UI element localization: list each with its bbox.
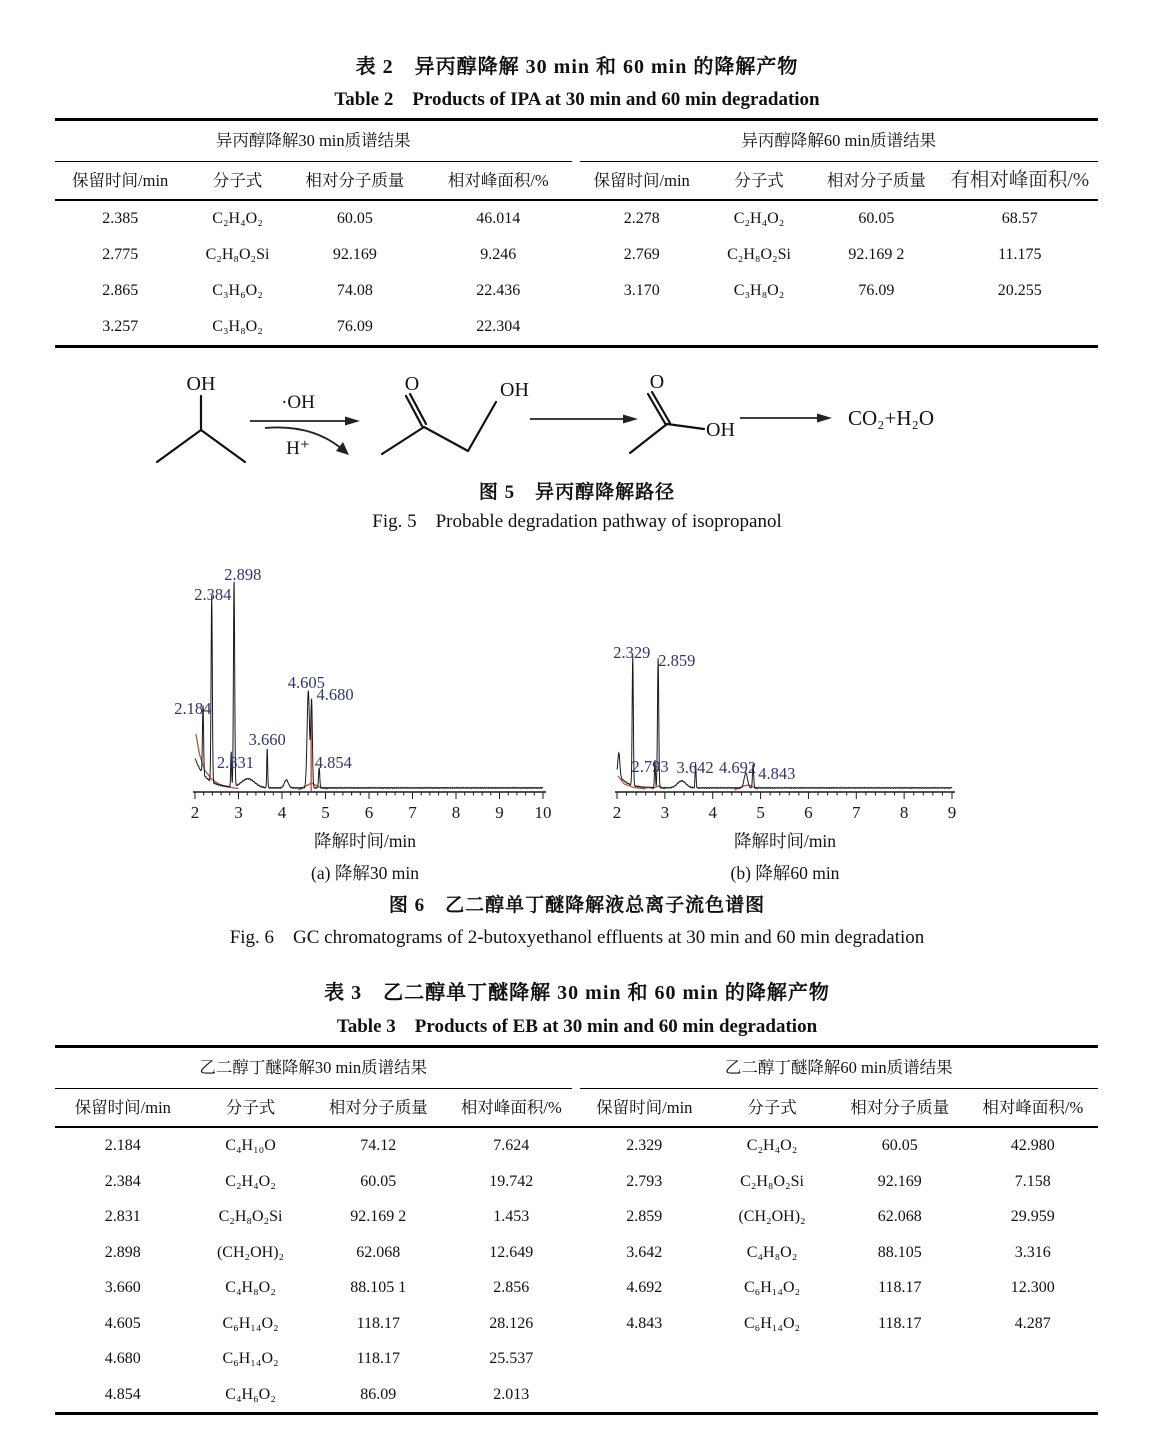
cell-molecular-weight: 88.105 1 <box>350 1279 407 1296</box>
chromatogram-b-caption: (b) 降解60 min <box>730 863 840 883</box>
svg-text:2.329: 2.329 <box>613 643 651 662</box>
svg-text:9: 9 <box>495 803 504 821</box>
cell-molecular-weight: 118.17 <box>878 1314 922 1332</box>
svg-text:2.793: 2.793 <box>631 757 669 776</box>
cell-retention-time: 3.642 <box>626 1243 663 1261</box>
cell-retention-time: 3.170 <box>623 282 660 299</box>
chromatogram-a-caption: (a) 降解30 min <box>311 863 419 883</box>
cell-molecular-weight: 92.169 <box>332 246 377 263</box>
column-header: 保留时间/min <box>593 171 690 190</box>
table3-left-rows <box>55 1128 577 1412</box>
table-row <box>577 1128 1099 1164</box>
svg-text:4.605: 4.605 <box>287 673 325 692</box>
cell-peak-area: 68.57 <box>1001 210 1038 227</box>
column-header: 相对分子质量 <box>328 1098 428 1117</box>
svg-text:6: 6 <box>364 803 374 821</box>
table2-title-en: Table 2 Products of IPA at 30 min and 60 min degradation <box>334 89 820 110</box>
column-header: 分子式 <box>225 1098 276 1117</box>
svg-text:9: 9 <box>947 803 957 821</box>
cell-peak-area: 9.246 <box>480 246 517 263</box>
svg-text:4: 4 <box>708 803 717 821</box>
table-row <box>577 201 1099 237</box>
cell-formula: C₃H₆O₂ <box>212 282 263 299</box>
cell-retention-time: 2.898 <box>104 1243 141 1261</box>
table-row <box>55 273 577 309</box>
table-row <box>55 1306 577 1342</box>
table2-right-rows <box>577 201 1099 309</box>
column-header: 有相对峰面积/% <box>950 170 1090 191</box>
cell-peak-area: 22.304 <box>476 318 521 335</box>
cell-formula: C₆H₁₄O₂ <box>744 1314 801 1332</box>
reaction-arrow-3 <box>740 414 832 423</box>
chromatogram-a-xlabel: 降解时间/min <box>313 831 417 851</box>
cell-retention-time: 2.831 <box>104 1208 141 1225</box>
table-row <box>55 201 577 237</box>
column-header: 相对分子质量 <box>826 171 926 190</box>
cell-molecular-weight: 60.05 <box>336 210 373 227</box>
cell-formula: C₆H₁₄O₂ <box>744 1279 801 1296</box>
cell-retention-time: 2.384 <box>104 1172 141 1190</box>
table-row <box>577 1306 1099 1342</box>
cell-peak-area: 28.126 <box>489 1314 534 1332</box>
svg-text:2: 2 <box>612 803 622 821</box>
cell-peak-area: 1.453 <box>493 1208 530 1225</box>
column-header: 保留时间/min <box>596 1098 693 1117</box>
table3-right-column-headers <box>577 1089 1099 1128</box>
cell-formula: C₂H₄O₂ <box>746 1137 798 1154</box>
acetic-acid-structure <box>630 371 735 453</box>
svg-text:2.831: 2.831 <box>216 753 255 772</box>
cell-formula: C₄H₆O₂ <box>225 1385 276 1403</box>
column-header: 分子式 <box>734 171 784 190</box>
svg-text:4.854: 4.854 <box>314 753 352 772</box>
svg-text:5: 5 <box>321 803 330 821</box>
figure6-caption-en: Fig. 6 GC chromatograms of 2-butoxyethanol effluents at 30 min and 60 min degradation <box>229 927 925 948</box>
hydroxyl-radical-label: ·OH <box>281 392 315 413</box>
cell-molecular-weight: 86.09 <box>360 1385 397 1403</box>
column-header: 相对分子质量 <box>305 171 405 190</box>
cell-molecular-weight: 76.09 <box>858 282 895 299</box>
column-header: 相对峰面积/% <box>460 1098 562 1117</box>
svg-text:4.843: 4.843 <box>758 764 796 783</box>
table3-title-en: Table 3 Products of EB at 30 min and 60 min degradation <box>336 1016 818 1037</box>
reaction-arrow-1 <box>250 392 360 459</box>
cell-formula: C₆H₁₄O₂ <box>222 1314 279 1332</box>
table2-left-column-headers <box>55 162 577 201</box>
svg-text:2.184: 2.184 <box>174 699 212 718</box>
cell-molecular-weight: 118.17 <box>356 1350 400 1367</box>
chromatogram-panel-b <box>590 555 980 885</box>
cell-molecular-weight: 92.169 <box>877 1172 922 1190</box>
table3-right-rows <box>577 1128 1099 1341</box>
cell-retention-time: 2.865 <box>102 282 139 299</box>
cell-retention-time: 4.843 <box>626 1314 663 1332</box>
chromatogram-b-xlabel: 降解时间/min <box>733 831 837 851</box>
carbonyl-oxygen-label: O <box>404 373 420 395</box>
svg-text:3.642: 3.642 <box>676 758 714 777</box>
cell-peak-area: 7.158 <box>1014 1172 1051 1190</box>
table-row <box>55 1341 577 1377</box>
reaction-arrow-2 <box>530 415 638 424</box>
cell-molecular-weight: 118.17 <box>878 1279 922 1296</box>
cell-formula: C₄H₈O₂ <box>225 1279 276 1296</box>
cell-molecular-weight: 60.05 <box>858 210 895 227</box>
column-header: 相对峰面积/% <box>447 171 549 190</box>
cell-formula: C₂H₈O₂Si <box>205 246 270 263</box>
cell-peak-area: 22.436 <box>476 282 521 299</box>
svg-text:5: 5 <box>756 803 765 821</box>
cell-peak-area: 11.175 <box>998 246 1042 263</box>
svg-text:2: 2 <box>190 803 200 821</box>
table-row <box>55 237 577 273</box>
chromatogram-a-svg <box>150 555 580 821</box>
table-row <box>577 273 1099 309</box>
cell-formula: C₃H₈O₂ <box>733 282 785 299</box>
column-header: 相对分子质量 <box>850 1098 950 1117</box>
column-header: 相对峰面积/% <box>982 1098 1084 1117</box>
svg-text:8: 8 <box>899 803 909 821</box>
cell-retention-time: 2.793 <box>626 1172 663 1190</box>
table-row <box>577 1199 1099 1235</box>
table-row <box>55 1377 577 1413</box>
table-row <box>55 309 577 345</box>
table2-right-half <box>577 121 1099 309</box>
svg-text:4.680: 4.680 <box>316 685 354 704</box>
table2-left-half <box>55 121 577 345</box>
figure6-caption-zh: 图 6 乙二醇单丁醚降解液总离子流色谱图 <box>388 895 766 916</box>
cell-peak-area: 2.856 <box>493 1279 530 1296</box>
cell-retention-time: 2.385 <box>102 210 139 227</box>
cell-retention-time: 2.769 <box>623 246 660 263</box>
cell-formula: C₄H₁₀O <box>225 1137 276 1154</box>
table-row <box>577 1164 1099 1200</box>
table2-title-zh: 表 2 异丙醇降解 30 min 和 60 min 的降解产物 <box>355 56 799 78</box>
svg-text:2.384: 2.384 <box>194 585 232 604</box>
table3-left-group-header: 乙二醇丁醚降解30 min质谱结果 <box>55 1048 572 1089</box>
cell-retention-time: 2.859 <box>626 1208 663 1225</box>
hydroxyl-label: OH <box>706 419 735 441</box>
svg-text:4.692: 4.692 <box>719 758 757 777</box>
table2-right-group-header: 异丙醇降解60 min质谱结果 <box>580 121 1099 162</box>
isopropanol-structure <box>157 373 245 462</box>
cell-retention-time: 3.257 <box>102 318 139 335</box>
svg-text:3: 3 <box>234 803 243 821</box>
cell-peak-area: 12.649 <box>489 1243 534 1261</box>
column-header: 分子式 <box>212 171 263 190</box>
cell-retention-time: 3.660 <box>104 1279 141 1296</box>
cell-formula: (CH₂OH)₂ <box>216 1243 285 1261</box>
table3-left-half <box>55 1048 577 1412</box>
cell-molecular-weight: 118.17 <box>356 1314 400 1332</box>
cell-formula: C₂H₈O₂Si <box>218 1208 283 1225</box>
svg-text:2.898: 2.898 <box>224 565 262 584</box>
cell-peak-area: 12.300 <box>1010 1279 1055 1296</box>
table-row <box>55 1164 577 1200</box>
cell-molecular-weight: 60.05 <box>360 1172 397 1190</box>
cell-formula: C₂H₈O₂Si <box>727 246 791 263</box>
table-row <box>577 1270 1099 1306</box>
cell-molecular-weight: 74.08 <box>336 282 373 299</box>
svg-text:10: 10 <box>534 803 552 821</box>
hydroxyl-label: OH <box>186 373 216 395</box>
table3 <box>55 1045 1098 1415</box>
cell-retention-time: 4.692 <box>626 1279 663 1296</box>
svg-text:2.859: 2.859 <box>658 651 696 670</box>
cell-peak-area: 20.255 <box>997 282 1042 299</box>
svg-text:6: 6 <box>804 803 813 821</box>
hydroxyl-label: OH <box>500 379 529 401</box>
chromatogram-b-svg <box>590 555 980 821</box>
cell-formula: (CH₂OH)₂ <box>738 1208 806 1225</box>
cell-molecular-weight: 92.169 2 <box>848 246 905 263</box>
carbonyl-oxygen-label: O <box>649 371 665 393</box>
cell-peak-area: 42.980 <box>1010 1137 1055 1154</box>
table-row <box>577 237 1099 273</box>
cell-peak-area: 7.624 <box>493 1137 530 1154</box>
cell-molecular-weight: 76.09 <box>336 318 373 335</box>
svg-text:4: 4 <box>277 803 287 821</box>
table2-right-column-headers <box>577 162 1099 201</box>
table-row <box>577 1235 1099 1271</box>
cell-molecular-weight: 60.05 <box>881 1137 918 1154</box>
hydroxyacetone-structure <box>382 373 529 454</box>
cell-molecular-weight: 62.068 <box>877 1208 922 1225</box>
cell-formula: C₆H₁₄O₂ <box>222 1350 279 1367</box>
table2 <box>55 118 1098 348</box>
column-header: 分子式 <box>747 1098 797 1117</box>
cell-formula: C₂H₄O₂ <box>733 210 785 227</box>
table3-left-column-headers <box>55 1089 577 1128</box>
cell-retention-time: 2.278 <box>623 210 660 227</box>
table-row <box>55 1128 577 1164</box>
cell-molecular-weight: 92.169 2 <box>350 1208 407 1225</box>
cell-retention-time: 2.184 <box>104 1137 141 1154</box>
column-header: 保留时间/min <box>74 1098 171 1117</box>
degradation-pathway-figure <box>60 366 1120 478</box>
cell-peak-area: 4.287 <box>1014 1314 1051 1332</box>
cell-molecular-weight: 88.105 <box>877 1243 922 1261</box>
cell-formula: C₄H₈O₂ <box>746 1243 798 1261</box>
cell-formula: C₂H₄O₂ <box>212 210 263 227</box>
cell-formula: C₂H₈O₂Si <box>740 1172 804 1190</box>
cell-peak-area: 19.742 <box>489 1172 534 1190</box>
svg-text:3.660: 3.660 <box>248 730 286 749</box>
table3-title-zh: 表 3 乙二醇单丁醚降解 30 min 和 60 min 的降解产物 <box>324 982 830 1004</box>
svg-text:7: 7 <box>852 803 861 821</box>
chromatogram-panel-a <box>150 555 580 885</box>
cell-peak-area: 29.959 <box>1010 1208 1055 1225</box>
cell-retention-time: 2.329 <box>626 1137 663 1154</box>
table2-left-rows <box>55 201 577 345</box>
proton-label: H⁺ <box>286 438 310 459</box>
table2-left-group-header: 异丙醇降解30 min质谱结果 <box>55 121 572 162</box>
cell-peak-area: 25.537 <box>489 1350 534 1367</box>
column-header: 保留时间/min <box>72 171 169 190</box>
cell-peak-area: 2.013 <box>493 1385 530 1403</box>
cell-peak-area: 3.316 <box>1014 1243 1051 1261</box>
cell-retention-time: 4.854 <box>104 1385 141 1403</box>
cell-molecular-weight: 74.12 <box>360 1137 397 1154</box>
cell-formula: C₂H₄O₂ <box>225 1172 276 1190</box>
cell-formula: C₃H₈O₂ <box>212 318 263 335</box>
table-row <box>55 1270 577 1306</box>
table3-right-group-header: 乙二醇丁醚降解60 min质谱结果 <box>580 1048 1099 1089</box>
table-row <box>55 1199 577 1235</box>
svg-text:3: 3 <box>660 803 670 821</box>
cell-retention-time: 4.680 <box>104 1350 141 1367</box>
table3-right-half <box>577 1048 1099 1341</box>
svg-text:7: 7 <box>408 803 417 821</box>
cell-retention-time: 2.775 <box>102 246 139 263</box>
final-products-label: CO₂+H₂O <box>848 406 934 430</box>
figure5-caption-en: Fig. 5 Probable degradation pathway of isopropanol <box>372 511 782 532</box>
svg-text:8: 8 <box>451 803 461 821</box>
figure5-caption-zh: 图 5 异丙醇降解路径 <box>478 482 676 503</box>
table-row <box>55 1235 577 1271</box>
cell-retention-time: 4.605 <box>104 1314 141 1332</box>
cell-molecular-weight: 62.068 <box>356 1243 401 1261</box>
cell-peak-area: 46.014 <box>476 210 521 227</box>
